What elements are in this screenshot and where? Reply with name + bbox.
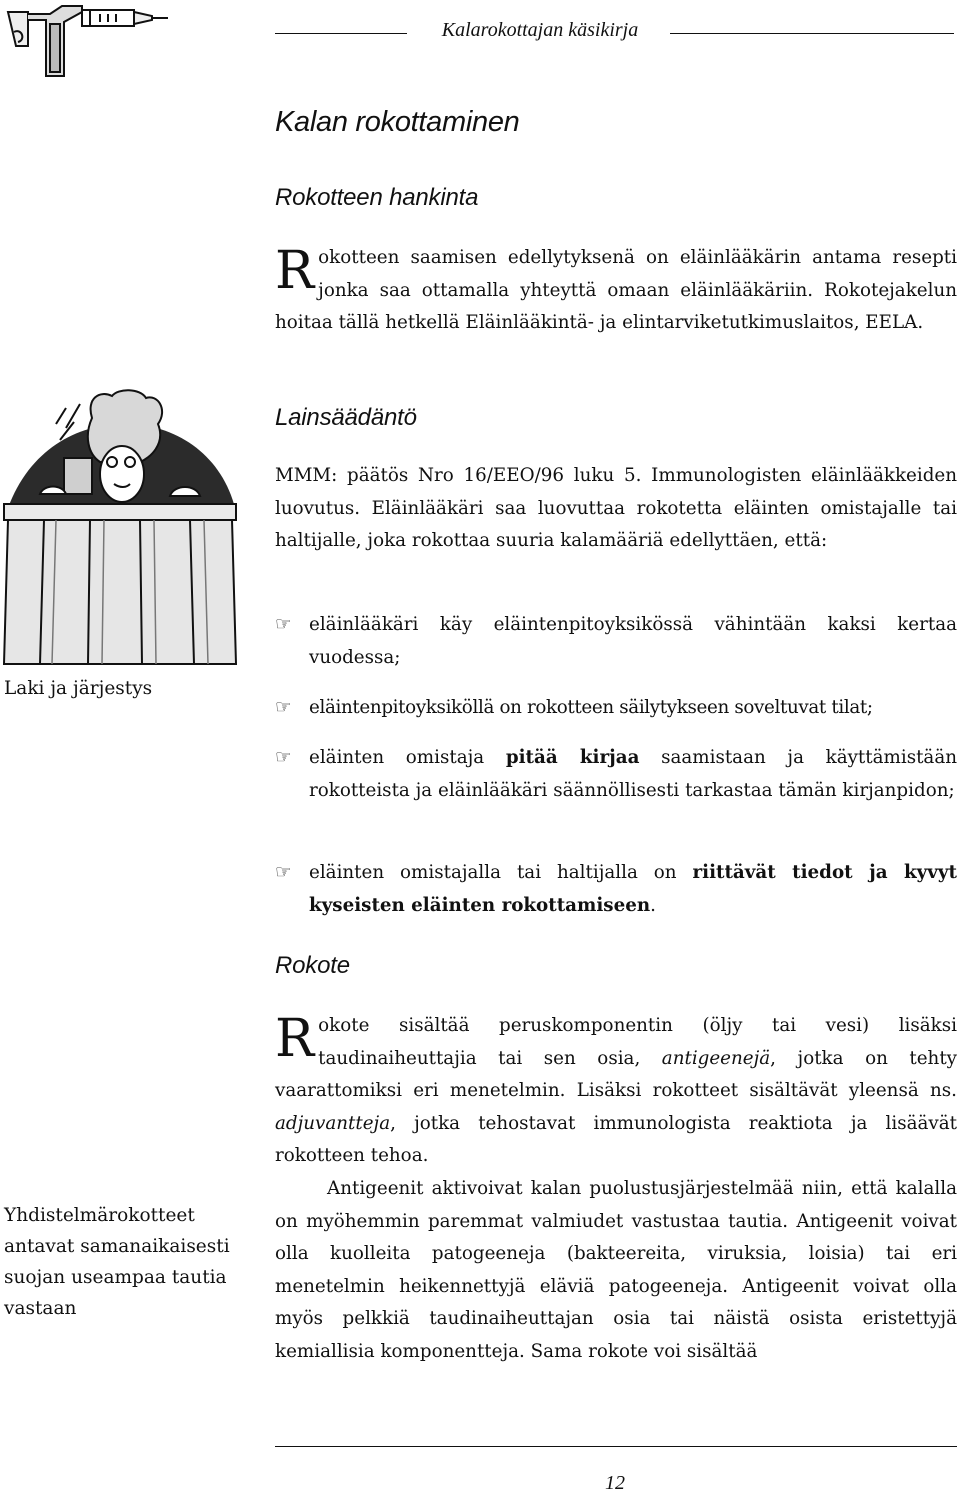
text-run: eläinten omistaja [309,747,506,768]
italic-term: adjuvantteja [275,1112,391,1134]
pointing-hand-icon: ☞ [275,862,292,883]
list-item-text [309,857,957,922]
pointing-hand-icon: ☞ [275,697,292,718]
paragraph-text: okotteen saamisen edellytyksenä on eläinlääkärin antama resepti jonka saa ottamalla yhteyttä omaan eläinlääkäriin. Rokotejakelun hoitaa tällä hetkellä Eläinlääkintä- ja elintarviketutkimuslaitos, EELA. [275,247,957,334]
page-number: 12 [605,1472,625,1494]
list-item [275,609,957,674]
paragraph-lainsaadanto: MMM: päätös Nro 16/EEO/96 luku 5. Immunologisten eläinlääkkeiden luovutus. Eläinlääkäri saa luovuttaa rokotetta eläinten omistajalle tai haltijalle, joka rokottaa suuria kalamääriä edellyttäen, että: [275,465,957,552]
text-run: okote sisältää peruskomponentin (öljy tai vesi) lisäksi taudinaiheuttajia tai sen osia, [318,1015,957,1069]
paragraph-rokote [275,1010,957,1369]
list-item-text: eläintenpitoyksiköllä on rokotteen säilytykseen soveltuvat tilat; [309,697,873,718]
text-run: , jotka on tehty vaarattomiksi eri menetelmin. Lisäksi rokotteet sisältävät yleensä ns. [275,1047,957,1102]
running-title: Kalarokottajan käsikirja [441,19,639,41]
header-rule-left [275,33,407,34]
list-item-text [309,742,957,807]
paragraph-rokotteen-hankinta [275,242,957,340]
text-run: . [650,894,656,916]
paragraph-antigeenit: Antigeenit aktivoivat kalan puolustusjärjestelmää niin, että kalalla on myöhemmin paremmat valmiudet vastustaa tautia. Antigeenit voivat olla kuolleita patogeeneja (bakteereita, viruksia, loisia) tai eri menetelmin heikennettyjä eläviä patogeeneja. Antigeenit voivat olla myös pelkkiä taudinaiheuttajan osia tai näistä osista eristettyjä kemiallisia komponentteja. Sama rokote voi sisältää [275,1177,957,1362]
heading-rokotteen-hankinta: Rokotteen hankinta [275,184,479,211]
bold-text: pitää kirjaa [505,747,640,768]
bold-text: riittävät tiedot ja kyvyt kyseisten eläinten rokottamiseen [309,862,957,916]
pointing-hand-icon: ☞ [275,747,292,768]
list-item [275,857,957,922]
syringe-fish-logo [2,2,170,78]
italic-term: antigeenejä [661,1047,771,1069]
dropcap: R [275,1009,315,1069]
list-item [275,742,957,807]
header-rule-right [670,33,954,34]
footer-rule [275,1446,957,1447]
text-run: , jotka tehostavat immunologista reaktiota ja lisäävät rokotteen tehoa. [275,1112,957,1167]
list-item-text: eläinlääkäri käy eläintenpitoyksikössä vähintään kaksi kertaa vuodessa; [309,614,957,668]
pointing-hand-icon: ☞ [275,614,292,635]
margin-note-combo: Yhdistelmärokotteet antavat samanaikaisesti suojan useampaa tautia vastaan [4,1205,230,1319]
judge-bench-illustration [0,388,240,668]
text-run: eläinten omistajalla tai haltijalla on [309,862,693,883]
section-title: Kalan rokottaminen [275,106,520,138]
list-item [275,692,957,725]
heading-lainsaadanto: Lainsäädäntö [275,404,417,431]
text-run: saamistaan ja käyttämistään rokotteista ja eläinlääkäri säännöllisesti tarkastaa tämän kirjanpidon; [309,747,957,801]
margin-note-law: Laki ja järjestys [4,678,153,699]
heading-rokote: Rokote [275,952,350,979]
dropcap: R [275,241,315,301]
